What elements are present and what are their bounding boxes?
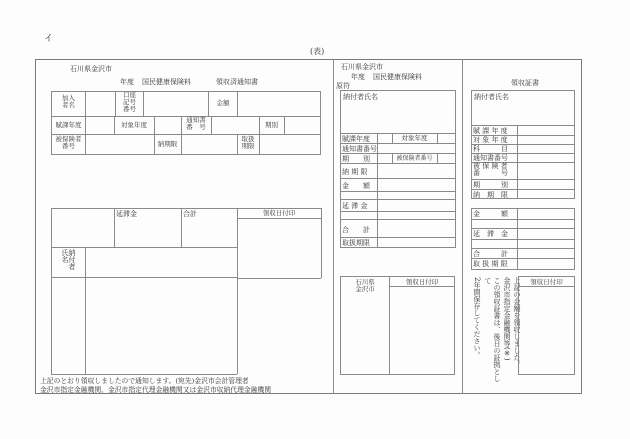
due-date-label: 納期限: [157, 140, 178, 148]
original-year-label: 年度: [351, 73, 365, 81]
row-divider: [340, 143, 456, 144]
receipt-insured-no-label: 被 保 険 者 番 号: [473, 162, 508, 177]
original-payer-name-field[interactable]: [341, 101, 455, 132]
col-divider: [284, 116, 285, 134]
col-divider: [237, 208, 238, 374]
receipt-target-year-label: 対 象 年 度: [473, 136, 508, 144]
late-fee-label: 延滞金: [116, 210, 137, 218]
row-divider: [471, 219, 575, 220]
original-handling-label: 取扱期限: [342, 239, 370, 247]
row-divider: [340, 178, 456, 179]
label-i: イ: [44, 34, 54, 44]
receipt-note-keep-1: この領収証書は、後日の証拠として: [484, 277, 501, 382]
original-payer-name-label: 納付者氏名: [343, 93, 378, 101]
receipt-tax-year-label: 賦 課 年 度: [473, 127, 508, 135]
original-total-label: 合 計: [342, 226, 370, 234]
original-late-fee-label: 延 滞 金: [342, 202, 368, 210]
receipt-stamp-label: 領収日付印: [530, 278, 563, 286]
col-divider: [437, 153, 438, 163]
insured-number-label: 被保険者 番号: [55, 135, 82, 150]
divider-original-receipt: [462, 59, 463, 394]
col-divider: [181, 208, 182, 247]
original-notice-no-label: 通知書番号: [342, 145, 377, 153]
stamp-header-line: [389, 286, 455, 287]
original-city: 石川県金沢市: [341, 63, 383, 71]
original-insured-no-label: 被保険者番号: [396, 155, 433, 162]
row-divider: [51, 277, 237, 278]
receipt-note-bank: 金沢市指定金融機関等(※): [503, 277, 511, 361]
payer-name-label-a: 氏名: [61, 249, 69, 263]
row-divider: [340, 237, 456, 238]
receipt-due-date-label: 納 期 限: [473, 191, 508, 199]
notice-number-label: 通知書 番 号: [186, 116, 206, 131]
amount-label: 金額: [216, 99, 230, 107]
col-divider: [389, 276, 390, 375]
receipt-stamp-label: 領収日付印: [262, 209, 296, 217]
side-label: (表): [310, 47, 325, 56]
row-divider: [471, 258, 575, 259]
notice-city: 石川県金沢市: [70, 65, 112, 73]
receipt-subject-label: 科 目: [473, 145, 508, 153]
original-label: 原符: [336, 82, 350, 90]
col-divider: [437, 133, 438, 143]
row-divider: [340, 153, 456, 154]
receipt-stamp-box: [518, 276, 575, 375]
col-divider: [154, 116, 155, 134]
bottom-table-left: [51, 208, 52, 374]
stamp-right: [321, 208, 322, 278]
row-divider: [340, 199, 456, 200]
col-divider: [211, 116, 212, 134]
subscriber-name-field[interactable]: [86, 92, 114, 115]
receipt-payer-name-field[interactable]: [472, 101, 574, 125]
stamp-bottom-line: [237, 278, 321, 279]
receipt-title: 領収証書: [511, 79, 539, 87]
col-divider: [259, 134, 260, 155]
handling-deadline-label: 取扱 期限: [241, 135, 255, 150]
amount-field[interactable]: [238, 92, 320, 115]
receipt-payer-name-label: 納付者氏名: [474, 93, 509, 101]
row-divider: [51, 134, 321, 135]
col-divider: [181, 134, 182, 155]
col-divider: [85, 116, 86, 134]
row-divider: [340, 191, 456, 192]
row-divider: [471, 125, 575, 126]
receipt-note-received: 上記の金額を領収しました。: [513, 277, 521, 368]
receipt-total-label: 合 計: [473, 250, 508, 258]
notice-insurance-label: 国民健康保険料: [142, 78, 191, 86]
payer-name-field[interactable]: [86, 248, 236, 276]
original-due-date-label: 納 期 限: [342, 168, 368, 176]
notice-doc-title: 領収済通知書: [216, 78, 258, 86]
period-label: 期別: [265, 121, 278, 129]
original-target-year-label: 対象年度: [401, 134, 428, 142]
account-label: 口座 記号 番号: [123, 91, 136, 113]
stamp-header-line: [518, 286, 575, 287]
row-divider: [471, 179, 575, 180]
receipt-handling-label: 取 扱 期 限: [473, 260, 508, 268]
stamp-header-line: [237, 218, 321, 219]
bottom-table-bottom: [51, 374, 237, 375]
receipt-note-keep-2: 2年間保存してください。: [473, 277, 481, 359]
account-number-field[interactable]: [144, 92, 207, 115]
original-stamp-city: 石川県 金沢市: [355, 278, 375, 293]
tax-year-label: 賦課年度: [55, 121, 82, 129]
receipt-amount-label: 金 額: [473, 210, 508, 218]
label-col-divider: [517, 125, 518, 199]
target-year-label: 対象年度: [121, 121, 147, 129]
row-divider: [471, 228, 575, 229]
original-tax-year-label: 賦課年度: [342, 135, 370, 143]
total-label: 合計: [183, 210, 197, 218]
row-divider: [340, 163, 456, 164]
col-divider: [114, 208, 115, 247]
divider-notice-original: [333, 59, 334, 394]
col-divider: [85, 134, 86, 155]
row-divider: [471, 239, 575, 240]
notice-year-label: 年度: [120, 78, 134, 86]
subscriber-name-label: 加入 者名: [62, 94, 75, 109]
label-col-divider: [517, 208, 518, 270]
notice-footer-line1: 上記のとおり領収しましたので通知します。(宛先)金沢市会計管理者: [40, 377, 249, 385]
original-amount-label: 金 額: [342, 182, 370, 190]
row-divider: [340, 133, 456, 134]
original-period-label: 期 別: [342, 155, 370, 163]
row-divider: [471, 248, 575, 249]
receipt-period-label: 期 別: [473, 181, 508, 189]
notice-footer-line2: 金沢市指定金融機関、金沢市指定代理金融機関又は金沢市収納代理金融機関: [40, 386, 272, 394]
receipt-late-fee-label: 延 滞 金: [473, 230, 508, 238]
row-divider: [340, 211, 456, 212]
payer-name-label-b: 納付者: [68, 249, 76, 270]
label-col-divider: [377, 133, 378, 248]
row-divider: [471, 189, 575, 190]
original-stamp-label: 領収日付印: [405, 278, 439, 286]
original-insurance-label: 国民健康保険料: [373, 73, 422, 81]
row-divider: [340, 219, 456, 220]
receipt-notice-no-label: 通知書番号: [473, 154, 508, 162]
